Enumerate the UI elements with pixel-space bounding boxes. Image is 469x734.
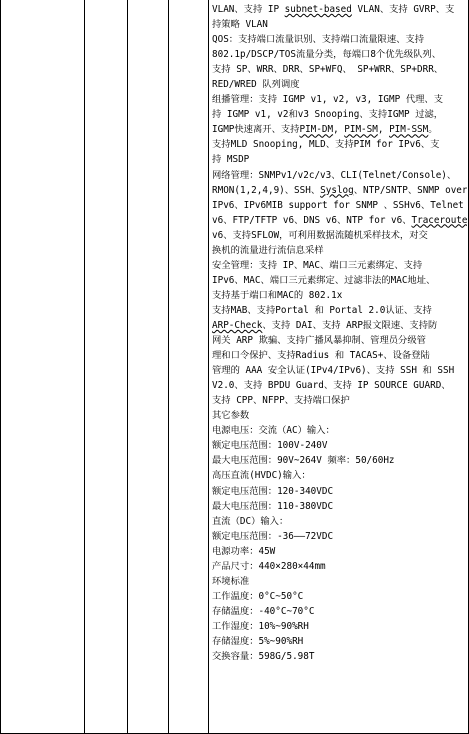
spec-line: IGMP快速离开、支持PIM-DM, PIM-SM, PIM-SSM。 xyxy=(212,124,438,136)
spec-line: 支持基于端口和MAC的 802.1x xyxy=(212,289,343,301)
spec-line: 交换容量：598G/5.98T xyxy=(212,651,315,663)
spec-line: IPv6、MAC、端口三元素绑定、过滤非法的MAC地址、 xyxy=(212,274,436,286)
spec-line: 高压直流(HVDC)输入： xyxy=(212,470,311,482)
spec-line: 组播管理：支持 IGMP v1, v2, v3, IGMP 代理、支 xyxy=(212,94,444,106)
spec-cell xyxy=(212,2,467,664)
spec-line: 管理的 AAA 安全认证(IPv4/IPv6)、支持 SSH 和 SSH xyxy=(212,365,455,377)
spec-line: 网关 ARP 欺骗、支持广播风暴抑制、管理员分级管 xyxy=(212,335,426,347)
spec-line: 支持 CPP、NFPP、支持端口保护 xyxy=(212,395,350,407)
spec-line: 环境标准 xyxy=(212,575,250,587)
spec-line: QOS：支持端口流量识别、支持端口流量限速、支持 xyxy=(212,34,425,46)
spec-line: 电源电压：交流（AC）输入： xyxy=(212,425,335,437)
spec-line: 802.1p/DSCP/TOS流量分类，每端口8个优先级队列、 xyxy=(212,49,442,61)
table-border-left xyxy=(0,0,1,734)
spec-line: 额定电压范围：120-340VDC xyxy=(212,485,334,497)
spec-line: 网络管理：SNMPv1/v2c/v3、CLI(Telnet/Console)、 xyxy=(212,169,457,181)
spec-line: 安全管理：支持 IP、MAC、端口三元素绑定、支持 xyxy=(212,259,423,271)
spec-line: 额定电压范围：-36——72VDC xyxy=(212,530,334,542)
spec-line: 存储湿度：5%~90%RH xyxy=(212,635,304,647)
spec-line: 最大电压范围：90V~264V 频率：50/60Hz xyxy=(212,455,395,467)
spec-line: 产品尺寸：440×280×44mm xyxy=(212,560,326,572)
spec-line: 理和口令保护、支持Radius 和 TACAS+、设备登陆 xyxy=(212,350,430,362)
spec-line: 额定电压范围：100V-240V xyxy=(212,440,328,452)
spec-line: ARP-Check、支持 DAI、支持 ARP报文限速、支持防 xyxy=(212,319,438,331)
spec-line: 持策略 VLAN xyxy=(212,19,268,31)
spec-line: 持 IGMP v1, v2和v3 Snooping、支持IGMP 过滤， xyxy=(212,109,444,121)
table-column-divider xyxy=(168,0,169,734)
spec-line: 最大电压范围：110-380VDC xyxy=(212,500,334,512)
table-column-divider xyxy=(127,0,128,734)
spec-line: 换机的流量进行流信息采样 xyxy=(212,244,324,256)
spec-line: RMON(1,2,4,9)、SSH、Syslog、NTP/SNTP、SNMP over xyxy=(212,184,467,196)
spec-line: 工作湿度：10%~90%RH xyxy=(212,620,309,632)
spec-line: 其它参数 xyxy=(212,410,250,422)
spec-line: 支持 SP、WRR、DRR、SP+WFQ、 SP+WRR、SP+DRR、 xyxy=(212,64,444,76)
spec-line: 存储温度：-40°C~70°C xyxy=(212,605,315,617)
spec-line: 电源功率：45W xyxy=(212,545,276,557)
table-column-divider xyxy=(84,0,85,734)
spec-line: 直流（DC）输入： xyxy=(212,515,289,527)
spec-line: 持 MSDP xyxy=(212,154,250,166)
spec-line: IPv6、IPv6MIB support for SNMP 、SSHv6、Telnet xyxy=(212,199,464,211)
spec-line: v6、支持SFLOW，可利用数据流随机采样技术，对交 xyxy=(212,229,428,241)
table-column-divider xyxy=(208,0,209,734)
spec-line: VLAN、支持 IP subnet-based VLAN、支持 GVRP、支 xyxy=(212,4,455,15)
spec-line: V2.0、支持 BPDU Guard、支持 IP SOURCE GUARD、 xyxy=(212,380,451,392)
spec-line: RED/WRED 队列调度 xyxy=(212,79,300,91)
spec-line: 工作温度：0°C~50°C xyxy=(212,590,304,602)
spec-line: v6、FTP/TFTP v6、DNS v6、NTP for v6、Traceroute xyxy=(212,214,467,226)
spec-line: 支持MLD Snooping, MLD、支持PIM for IPv6、支 xyxy=(212,139,440,151)
spec-line: 支持MAB、支持Portal 和 Portal 2.0认证、支持 xyxy=(212,304,432,316)
